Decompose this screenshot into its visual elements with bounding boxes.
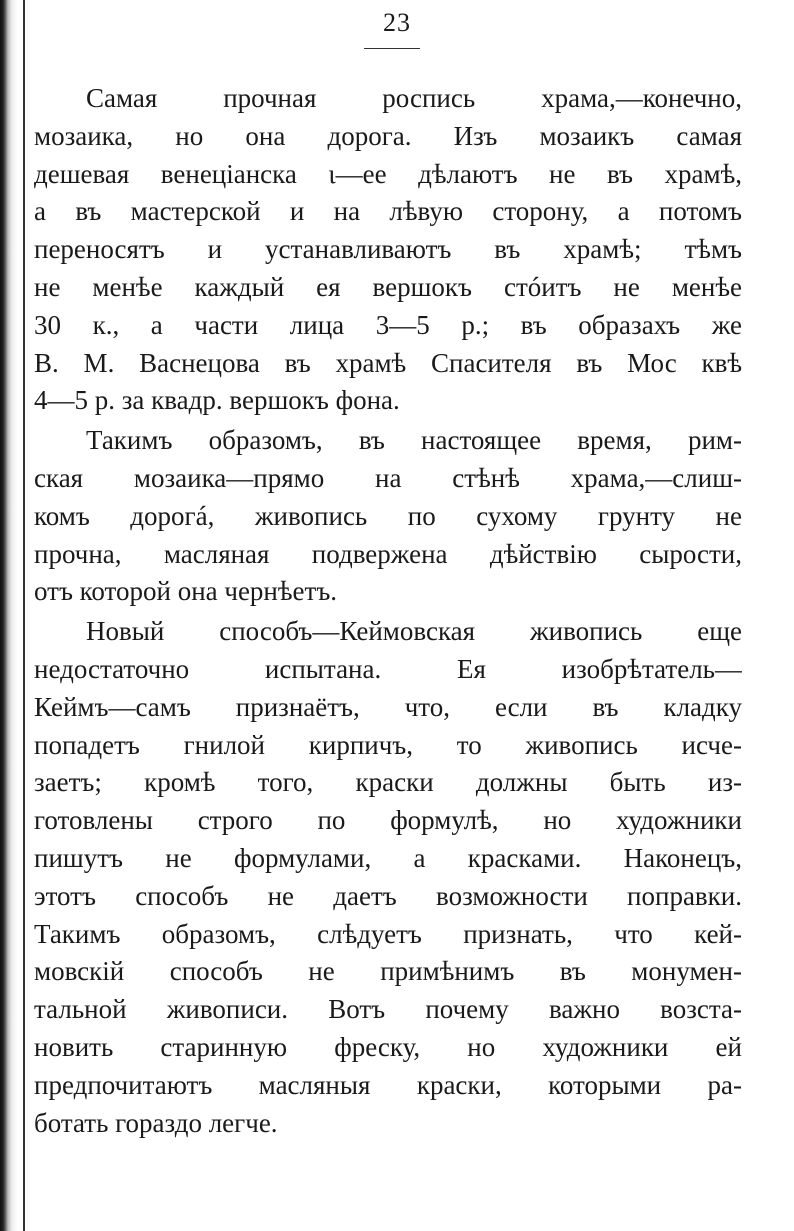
body-text <box>34 78 742 1142</box>
text-line: новить старинную фреску, но художники ей <box>34 1031 742 1062</box>
text-line: заетъ; кромѣ того, краски должны быть из- <box>34 767 742 798</box>
book-binding-edge <box>0 0 24 1231</box>
text-line: комъ дорогá, живопись по сухому грунту не <box>34 500 742 531</box>
binding-line <box>23 0 25 1231</box>
text-line: Такимъ образомъ, слѣдуетъ признать, что кей- <box>34 918 742 949</box>
text-line: прочна, масляная подвержена дѣйствію сырости, <box>34 538 742 569</box>
text-line: мовскій способъ не примѣнимъ въ монумен- <box>34 956 742 987</box>
page-number-rule <box>364 48 420 49</box>
text-line: Новый способъ—Кеймовская живопись еще <box>86 616 742 647</box>
text-line: отъ которой она чернѣетъ. <box>34 576 338 607</box>
text-line: не менѣе каждый ея вершокъ стóитъ не менѣе <box>34 271 742 302</box>
text-line: Самая прочная роспись храма,—конечно, <box>86 83 742 113</box>
text-line: мозаика, но она дорога. Изъ мозаикъ самая <box>34 120 742 151</box>
text-line: ская мозаика—прямо на стѣнѣ храма,—слиш- <box>34 462 742 493</box>
text-line: переносятъ и устанавливаютъ въ храмѣ; тѣмъ <box>34 234 742 265</box>
text-line: В. М. Васнецова въ храмѣ Спасителя въ Мос квѣ <box>34 347 742 378</box>
text-line: пишутъ не формулами, а красками. Наконецъ, <box>34 842 742 873</box>
text-line: Кеймъ—самъ признаётъ, что, если въ кладку <box>34 691 742 722</box>
text-line: тальной живописи. Вотъ почему важно возста- <box>34 994 742 1025</box>
text-line: попадетъ гнилой кирпичъ, то живопись исче- <box>34 729 742 760</box>
text-line: 30 к., а части лица 3—5 р.; въ образахъ же <box>34 309 742 340</box>
text-line: предпочитаютъ масляныя краски, которыми ра- <box>34 1069 742 1100</box>
text-line: а въ мастерской и на лѣвую сторону, а потомъ <box>34 196 742 227</box>
text-line: Такимъ образомъ, въ настоящее время, рим- <box>86 425 742 456</box>
text-line: недостаточно испытана. Ея изобрѣтатель— <box>34 653 742 684</box>
text-line: ботать гораздо легче. <box>34 1107 278 1138</box>
text-line: 4—5 р. за квадр. вершокъ фона. <box>34 385 400 416</box>
text-line: этотъ способъ не даетъ возможности поправки. <box>34 880 742 911</box>
text-line: дешевая венеціанска ι—ее дѣлаютъ не въ храмѣ, <box>34 158 742 189</box>
text-line: готовлены строго по формулѣ, но художники <box>34 805 742 836</box>
page-number: 23 <box>383 8 411 37</box>
